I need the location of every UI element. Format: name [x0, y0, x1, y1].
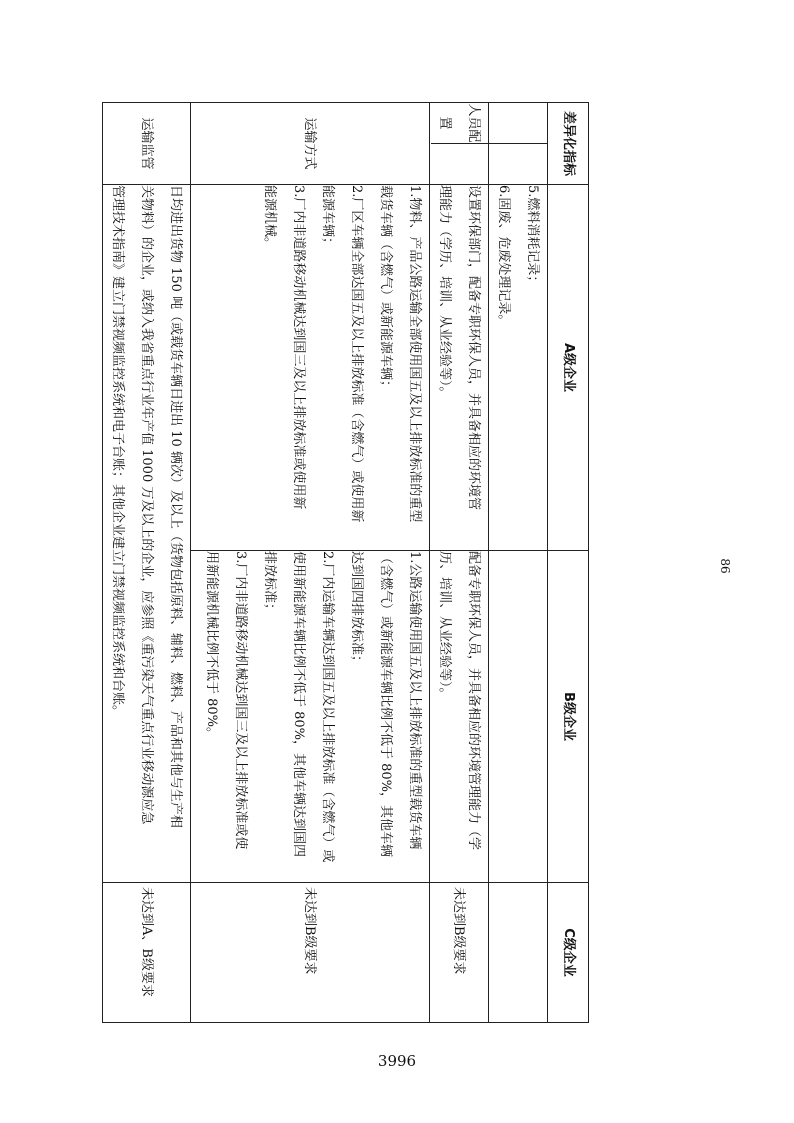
- header-a-level: A级企业: [548, 185, 589, 551]
- transport-b-line: 用新能源机械比例不低于 80%。: [204, 551, 219, 741]
- transport-b-line: （含燃气）或新能源车辆比例不低于 80%，其他车辆: [378, 551, 393, 858]
- transport-b-line: 1.公路运输使用国五及以上排放标准的重型载货车辆: [407, 551, 422, 850]
- table-row-continuation: [489, 103, 548, 1023]
- staff-b-line: 配备专职环保人员，并具备相应的环境管理能力（学: [466, 551, 481, 851]
- continuation-a-line: 5.燃料消耗记录；: [525, 185, 540, 289]
- transport-indicator-cell: 运输方式: [191, 103, 430, 185]
- staff-b-line: 历、培训、从业经验等）。: [437, 551, 452, 701]
- table-row-staffing: [430, 103, 489, 1023]
- monitor-c-cell: 未达到A、B级要求: [103, 883, 191, 1023]
- monitor-ab-cell: [103, 185, 191, 883]
- continuation-a-cell: [489, 185, 548, 551]
- continuation-indicator-cell: [489, 103, 548, 185]
- monitor-line: 管理技术指南》建立门禁视频监控系统和电子台账；其他企业建立门禁视频监控系统和台账。: [110, 185, 125, 719]
- transport-c-cell: 未达到B级要求: [191, 883, 430, 1023]
- transport-b-line: 使用新能源车辆比例不低于 80%，其他车辆达到国四: [291, 551, 306, 858]
- staff-indicator-cell: [430, 103, 489, 185]
- differentiation-table: [102, 102, 589, 1023]
- transport-b-line: 排放标准；: [262, 551, 277, 617]
- rotated-page: [110, 102, 589, 1022]
- continuation-b-cell: [489, 551, 548, 883]
- staff-a-cell: [430, 185, 489, 551]
- page-number-inner: 86: [718, 558, 732, 574]
- monitor-indicator-cell: 运输监管: [103, 103, 191, 185]
- staff-c-cell: 未达到B级要求: [430, 883, 489, 1023]
- transport-a-line: 3.厂内非道路移动机械达到国三及以上排放标准或使用新: [291, 185, 306, 510]
- transport-a-line: 1.物料、产品公路运输全部使用国五及以上排放标准的重型: [407, 185, 422, 523]
- monitor-line: 日均进出货物 150 吨（或载货车辆日进出 10 辆次）及以上（货物包括原料、辅料、燃料、产品和其他与生产相: [168, 185, 183, 828]
- table-header-row: [548, 103, 589, 1023]
- continuation-a-line: 6.固废、危废处理记录。: [496, 185, 511, 328]
- transport-a-line: 能源机械。: [262, 185, 277, 251]
- staff-indicator-sub: [431, 144, 488, 184]
- staff-b-cell: [430, 551, 489, 883]
- staff-indicator-label: 人员配置: [431, 103, 488, 144]
- header-indicator: 差异化指标: [548, 103, 589, 185]
- transport-a-line: 能源车辆；: [320, 185, 335, 251]
- transport-b-line: 2.厂内运输车辆达到国五及以上排放标准（含燃气）或: [320, 551, 335, 863]
- staff-a-line: 设置环保部门，配备专职环保人员，并具备相应的环境管: [466, 185, 481, 511]
- transport-a-cell: [191, 185, 430, 551]
- transport-a-line: 载货车辆（含燃气）或新能源车辆；: [378, 185, 393, 394]
- header-b-level: B级企业: [548, 551, 589, 883]
- transport-a-line: 2.厂区车辆全部达国五及以上排放标准（含燃气）或使用新: [349, 185, 364, 523]
- monitor-line: 关物料）的企业，或纳入我省重点行业年产值 1000 万及以上的企业，应参照《重污染天气重点行业移动源应急: [139, 185, 154, 825]
- table-row-monitoring: [103, 103, 191, 1023]
- page-number-outer: 3996: [377, 1052, 417, 1070]
- transport-b-line: 达到国四排放标准；: [349, 551, 364, 669]
- inner-divider: [489, 143, 547, 144]
- table-row-transport: [191, 103, 430, 1023]
- staff-a-line: 理能力（学历、培训、从业经验等）。: [437, 185, 452, 400]
- header-c-level: C级企业: [548, 883, 589, 1023]
- transport-b-line: 3.厂内非道路移动机械达到国三及以上排放标准或使: [233, 551, 248, 850]
- continuation-c-cell: [489, 883, 548, 1023]
- transport-b-cell: [191, 551, 430, 883]
